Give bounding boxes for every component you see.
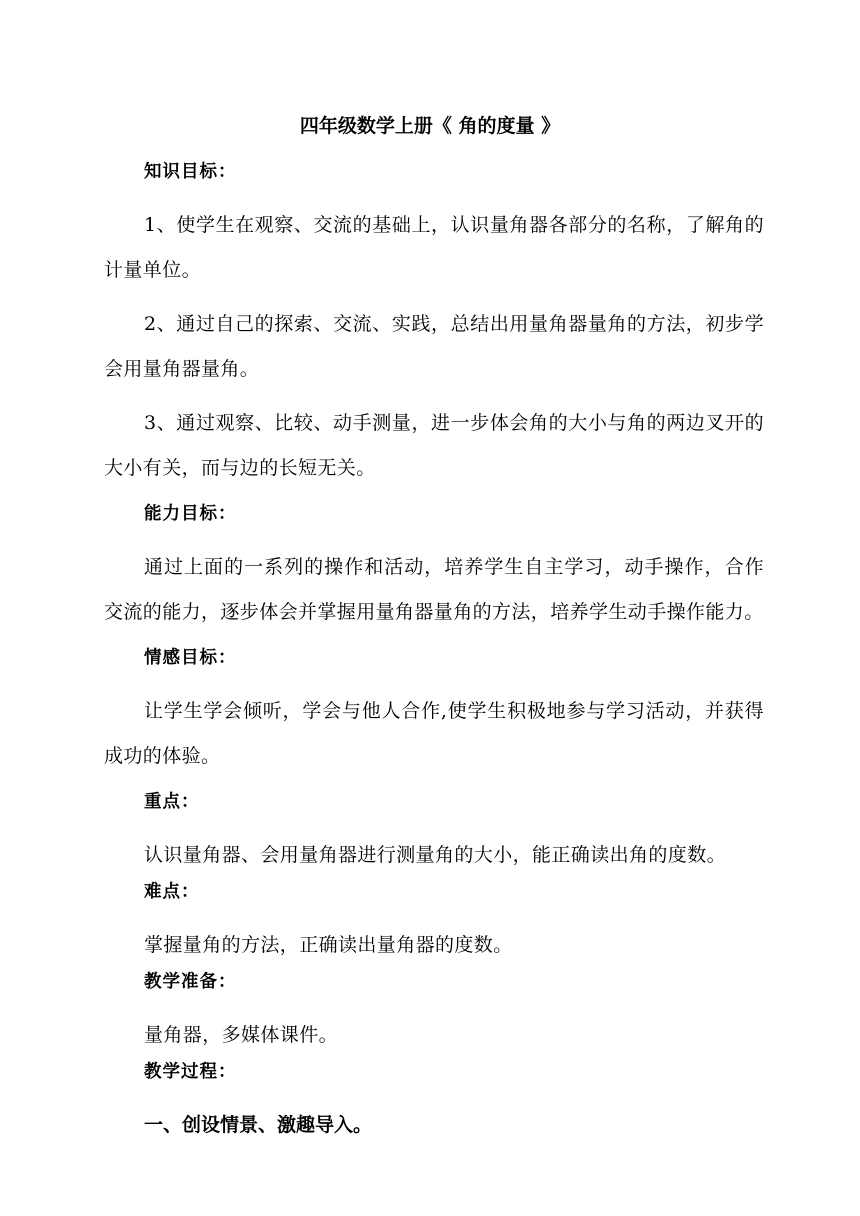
knowledge-goal-3: 3、通过观察、比较、动手测量，进一步体会角的大小与角的两边叉开的大小有关，而与边的长短无关。 <box>104 412 764 479</box>
knowledge-goal-2: 2、通过自己的探索、交流、实践，总结出用量角器量角的方法，初步学会用量角器量角。 <box>104 313 764 380</box>
knowledge-goals-heading: 知识目标： <box>144 162 237 182</box>
difficulty-heading: 难点： <box>144 882 200 902</box>
process-heading: 教学过程： <box>144 1062 237 1082</box>
preparation-text: 量角器，多媒体课件。 <box>144 1024 339 1046</box>
preparation-heading: 教学准备： <box>144 972 237 992</box>
difficulty-text: 掌握量角的方法，正确读出量角器的度数。 <box>144 934 513 956</box>
key-points-heading: 重点： <box>144 792 200 812</box>
section-one-heading: 一、创设情景、激趣导入。 <box>144 1114 373 1136</box>
emotion-goals-heading: 情感目标： <box>144 648 237 668</box>
document-body <box>104 158 764 1148</box>
ability-goals-heading: 能力目标： <box>144 504 237 524</box>
key-points-text: 认识量角器、会用量角器进行测量角的大小，能正确读出角的度数。 <box>144 844 727 866</box>
emotion-goals-text: 让学生学会倾听，学会与他人合作,使学生积极地参与学习活动，并获得成功的体验。 <box>104 700 764 767</box>
knowledge-goal-1: 1、使学生在观察、交流的基础上，认识量角器各部分的名称，了解角的计量单位。 <box>104 214 764 281</box>
document-title: 四年级数学上册《 角的度量 》 <box>299 115 561 137</box>
ability-goals-text: 通过上面的一系列的操作和活动，培养学生自主学习，动手操作，合作交流的能力，逐步体会并掌握用量角器量角的方法，培养学生动手操作能力。 <box>104 556 764 623</box>
